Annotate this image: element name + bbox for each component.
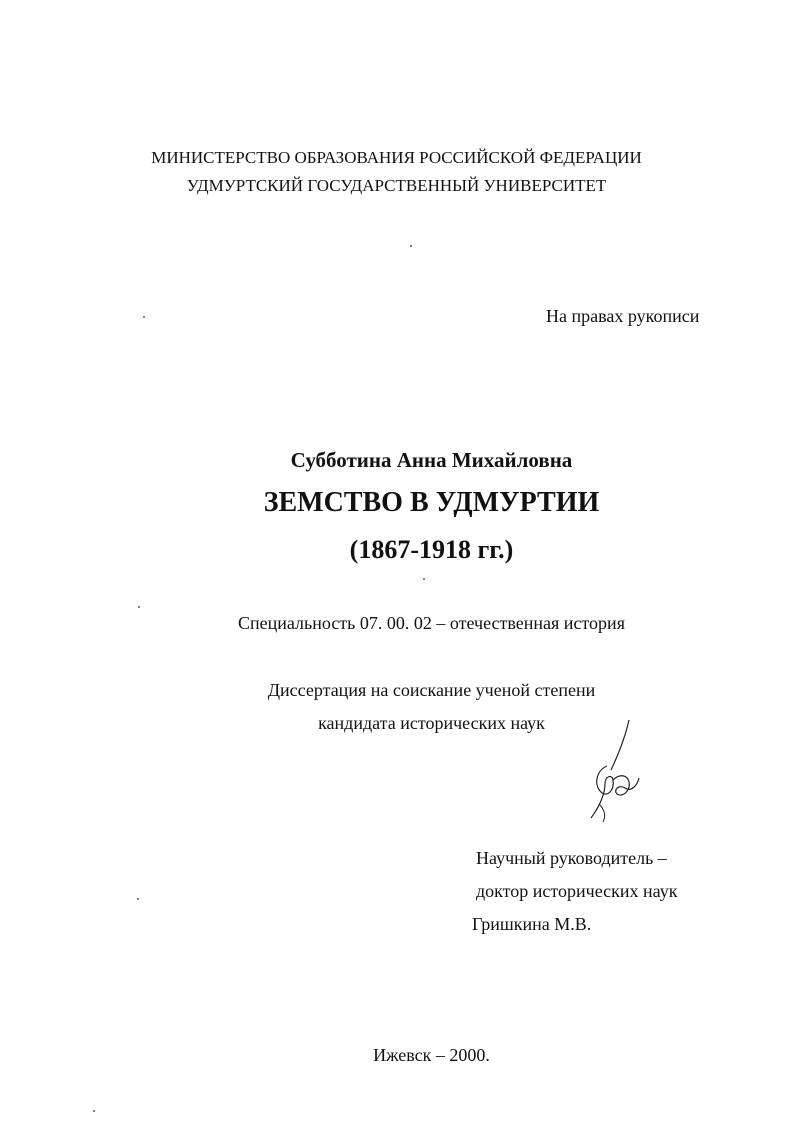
manuscript-note: На правах рукописи [546,306,700,326]
place-and-year: Ижевск – 2000. [373,1045,490,1065]
scan-speck [138,606,140,608]
handwritten-signature [585,718,645,833]
degree-line-2: кандидата исторических наук [318,713,545,733]
advisor-name: Гришкина М.В. [472,914,592,934]
dissertation-years: (1867-1918 гг.) [349,535,514,564]
scan-speck [410,245,412,247]
scan-speck [143,316,145,318]
scan-speck [137,898,139,900]
scan-speck [93,1110,95,1112]
degree-line-1: Диссертация на соискание ученой степени [267,680,596,700]
author-name: Субботина Анна Михайловна [290,448,573,472]
dissertation-title: ЗЕМСТВО В УДМУРТИИ [263,487,600,518]
ministry-name: МИНИСТЕРСТВО ОБРАЗОВАНИЯ РОССИЙСКОЙ ФЕДЕРАЦИИ [151,148,642,167]
advisor-role: Научный руководитель – [476,848,667,868]
specialty: Специальность 07. 00. 02 – отечественная история [238,613,625,633]
scan-speck [423,578,425,580]
university-name: УДМУРТСКИЙ ГОСУДАРСТВЕННЫЙ УНИВЕРСИТЕТ [186,176,607,195]
advisor-degree: доктор исторических наук [476,881,678,901]
